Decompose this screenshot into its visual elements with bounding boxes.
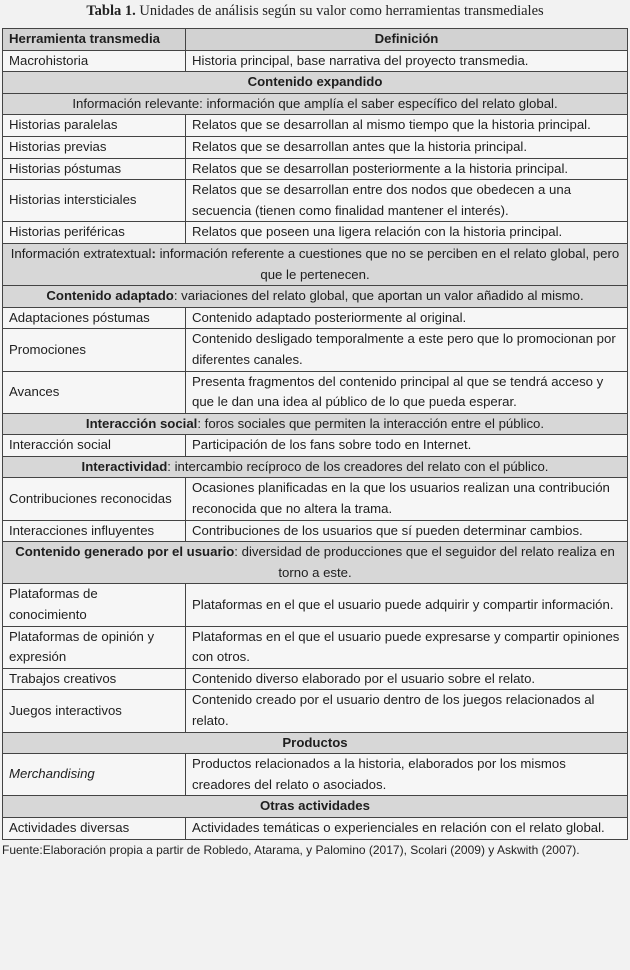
tool-name: Interacciones influyentes [3,520,186,542]
section-description: Información relevante: información que amplía el saber específico del relato global. [3,93,628,115]
table-row [3,626,628,668]
tool-definition: Contenido diverso elaborado por el usuario sobre el relato. [186,668,628,690]
section-description: Información extratextual: información referente a cuestiones que no se perciben en el relato global, pero que le pertenecen. [3,243,628,285]
section-row [3,413,628,435]
tool-definition: Plataformas en el que el usuario puede expresarse y compartir opiniones con otros. [186,626,628,668]
table-row [3,520,628,542]
tool-definition: Relatos que se desarrollan posteriormente a la historia principal. [186,158,628,180]
table-row [3,478,628,520]
header-row [3,29,628,51]
tool-definition: Contribuciones de los usuarios que sí pueden determinar cambios. [186,520,628,542]
tool-definition: Contenido creado por el usuario dentro de los juegos relacionados al relato. [186,690,628,732]
tool-name: Historias paralelas [3,115,186,137]
section-description: Interacción social: foros sociales que permiten la interacción entre el público. [3,413,628,435]
tool-name: Actividades diversas [3,817,186,839]
tool-name: Trabajos creativos [3,668,186,690]
table-row [3,158,628,180]
tool-name: Plataformas de opinión y expresión [3,626,186,668]
tool-definition: Participación de los fans sobre todo en Internet. [186,435,628,457]
source-footnote: Fuente:Elaboración propia a partir de Robledo, Atarama, y Palomino (2017), Scolari (2009) y Askwith (2007). [2,842,580,857]
caption-label: Tabla 1. [86,3,136,19]
section-row [3,93,628,115]
tool-definition: Plataformas en el que el usuario puede adquirir y compartir información. [186,584,628,626]
tool-name: Contribuciones reconocidas [3,478,186,520]
table-row [3,584,628,626]
table-row [3,136,628,158]
tool-name: Historias periféricas [3,222,186,244]
table-row [3,222,628,244]
header-definition: Definición [186,29,628,51]
tool-definition: Contenido desligado temporalmente a este pero que lo promocionan por diferentes canales. [186,329,628,371]
tool-definition: Relatos que se desarrollan antes que la historia principal. [186,136,628,158]
section-row [3,456,628,478]
tool-definition: Relatos que poseen una ligera relación con la historia principal. [186,222,628,244]
tool-name: Historias previas [3,136,186,158]
tool-name: Merchandising [3,754,186,796]
tool-definition: Actividades temáticas o experienciales en relación con el relato global. [186,817,628,839]
table-row [3,329,628,371]
section-description: Interactividad: intercambio recíproco de los creadores del relato con el público. [3,456,628,478]
tool-definition: Contenido adaptado posteriormente al original. [186,307,628,329]
table-row [3,668,628,690]
table-row [3,115,628,137]
section-title: Productos [3,732,628,754]
table-row [3,307,628,329]
tool-definition: Historia principal, base narrativa del proyecto transmedia. [186,50,628,72]
section-row [3,732,628,754]
section-row [3,796,628,818]
table-row [3,50,628,72]
table-row [3,817,628,839]
section-row [3,542,628,584]
tool-definition: Productos relacionados a la historia, elaborados por los mismos creadores del relato o asociados. [186,754,628,796]
tool-definition: Relatos que se desarrollan al mismo tiempo que la historia principal. [186,115,628,137]
tool-name: Adaptaciones póstumas [3,307,186,329]
table-row [3,371,628,413]
table-row [3,435,628,457]
section-description: Contenido generado por el usuario: diversidad de producciones que el seguidor del relato realiza en torno a este. [3,542,628,584]
tool-name: Juegos interactivos [3,690,186,732]
tool-name: Avances [3,371,186,413]
tool-definition: Ocasiones planificadas en la que los usuarios realizan una contribución reconocida que no altera la trama. [186,478,628,520]
table-row [3,690,628,732]
section-title: Otras actividades [3,796,628,818]
tool-name: Promociones [3,329,186,371]
tool-definition: Relatos que se desarrollan entre dos nodos que obedecen a una secuencia (tienen como finalidad mantener el interés). [186,180,628,222]
caption-text: Unidades de análisis según su valor como herramientas transmediales [139,3,544,19]
tool-name: Historias intersticiales [3,180,186,222]
table-caption [0,0,630,28]
tool-name: Historias póstumas [3,158,186,180]
table-row [3,180,628,222]
tool-name: Interacción social [3,435,186,457]
section-title: Contenido expandido [3,72,628,94]
tool-definition: Presenta fragmentos del contenido principal al que se tendrá acceso y que le dan una idea al público de lo que pueda esperar. [186,371,628,413]
tool-name: Plataformas de conocimiento [3,584,186,626]
transmedia-table [2,28,628,840]
tool-name: Macrohistoria [3,50,186,72]
table-row [3,754,628,796]
section-description: Contenido adaptado: variaciones del relato global, que aportan un valor añadido al mismo. [3,286,628,308]
section-row [3,72,628,94]
section-row [3,286,628,308]
section-row [3,243,628,285]
header-tool: Herramienta transmedia [3,29,186,51]
